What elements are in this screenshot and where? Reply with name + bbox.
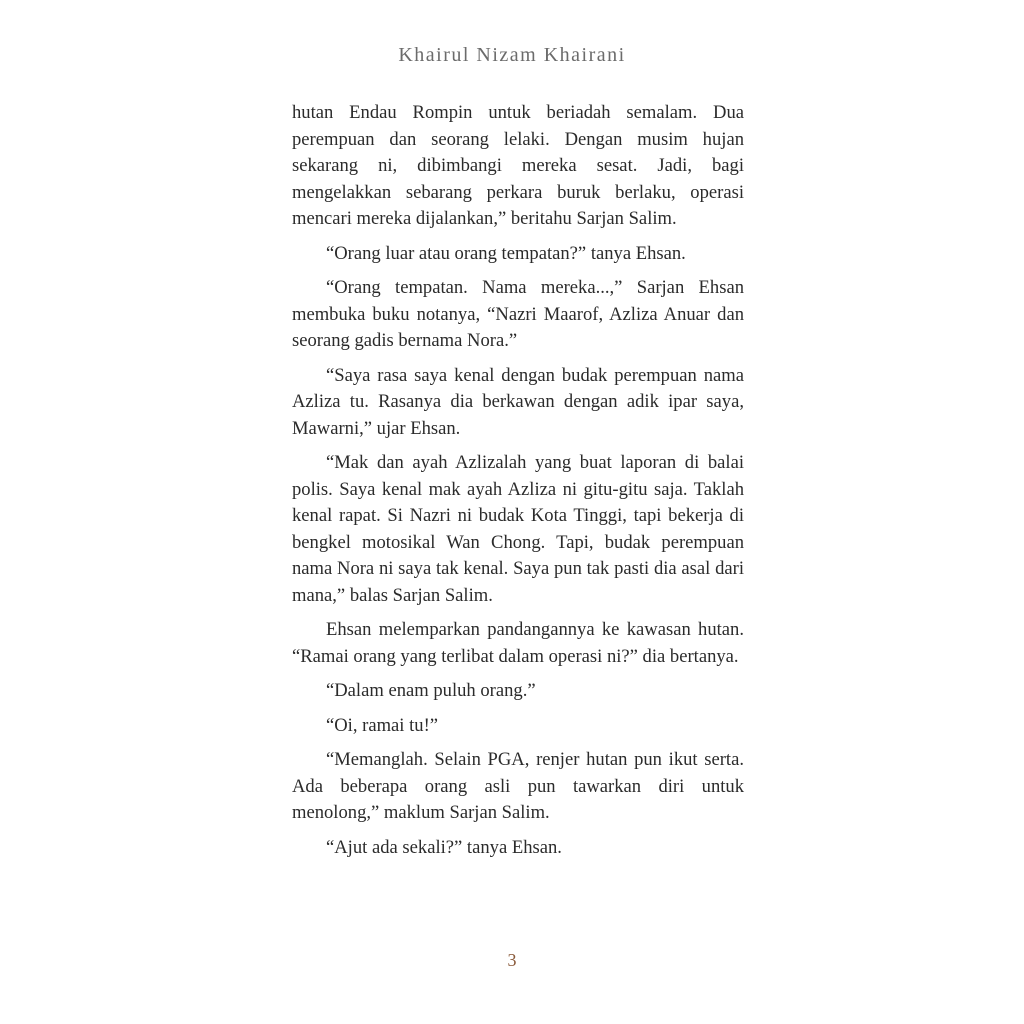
body-text: [292, 100, 744, 869]
paragraph: “Oi, ramai tu!”: [326, 714, 439, 736]
paragraph: “Mak dan ayah Azlizalah yang buat laporan di balai polis. Saya kenal mak ayah Azliza ni gitu-gitu saja. Taklah kenal rapat. Si Nazri ni budak Kota Tinggi, tapi bekerja di bengkel motosikal Wan Chong. Tapi, budak perempuan nama Nora ni saya tak kenal. Saya pun tak pasti dia asal dari mana,” balas Sarjan Salim.: [292, 452, 744, 606]
paragraph: Ehsan melemparkan pandangannya ke kawasan hutan. “Ramai orang yang terlibat dalam operasi ni?” dia bertanya.: [292, 619, 744, 667]
paragraph: “Memanglah. Selain PGA, renjer hutan pun ikut serta. Ada beberapa orang asli pun tawarkan diri untuk menolong,” maklum Sarjan Salim.: [292, 749, 744, 823]
paragraph: “Orang tempatan. Nama mereka...,” Sarjan Ehsan membuka buku notanya, “Nazri Maarof, Azliza Anuar dan seorang gadis bernama Nora.”: [292, 277, 744, 351]
paragraph: “Orang luar atau orang tempatan?” tanya Ehsan.: [326, 242, 686, 264]
paragraph: “Ajut ada sekali?” tanya Ehsan.: [326, 836, 562, 858]
paragraph: hutan Endau Rompin untuk beriadah semalam. Dua perempuan dan seorang lelaki. Dengan musim hujan sekarang ni, dibimbangi mereka sesat. Jadi, bagi mengelakkan sebarang perkara buruk berlaku, operasi mencari mereka dijalankan,” beritahu Sarjan Salim.: [292, 102, 744, 229]
page-number: 3: [507, 950, 517, 970]
running-head-author: Khairul Nizam Khairani: [398, 44, 626, 66]
paragraph: “Dalam enam puluh orang.”: [326, 680, 536, 701]
paragraph: “Saya rasa saya kenal dengan budak perempuan nama Azliza tu. Rasanya dia berkawan dengan adik ipar saya, Mawarni,” ujar Ehsan.: [292, 364, 744, 439]
